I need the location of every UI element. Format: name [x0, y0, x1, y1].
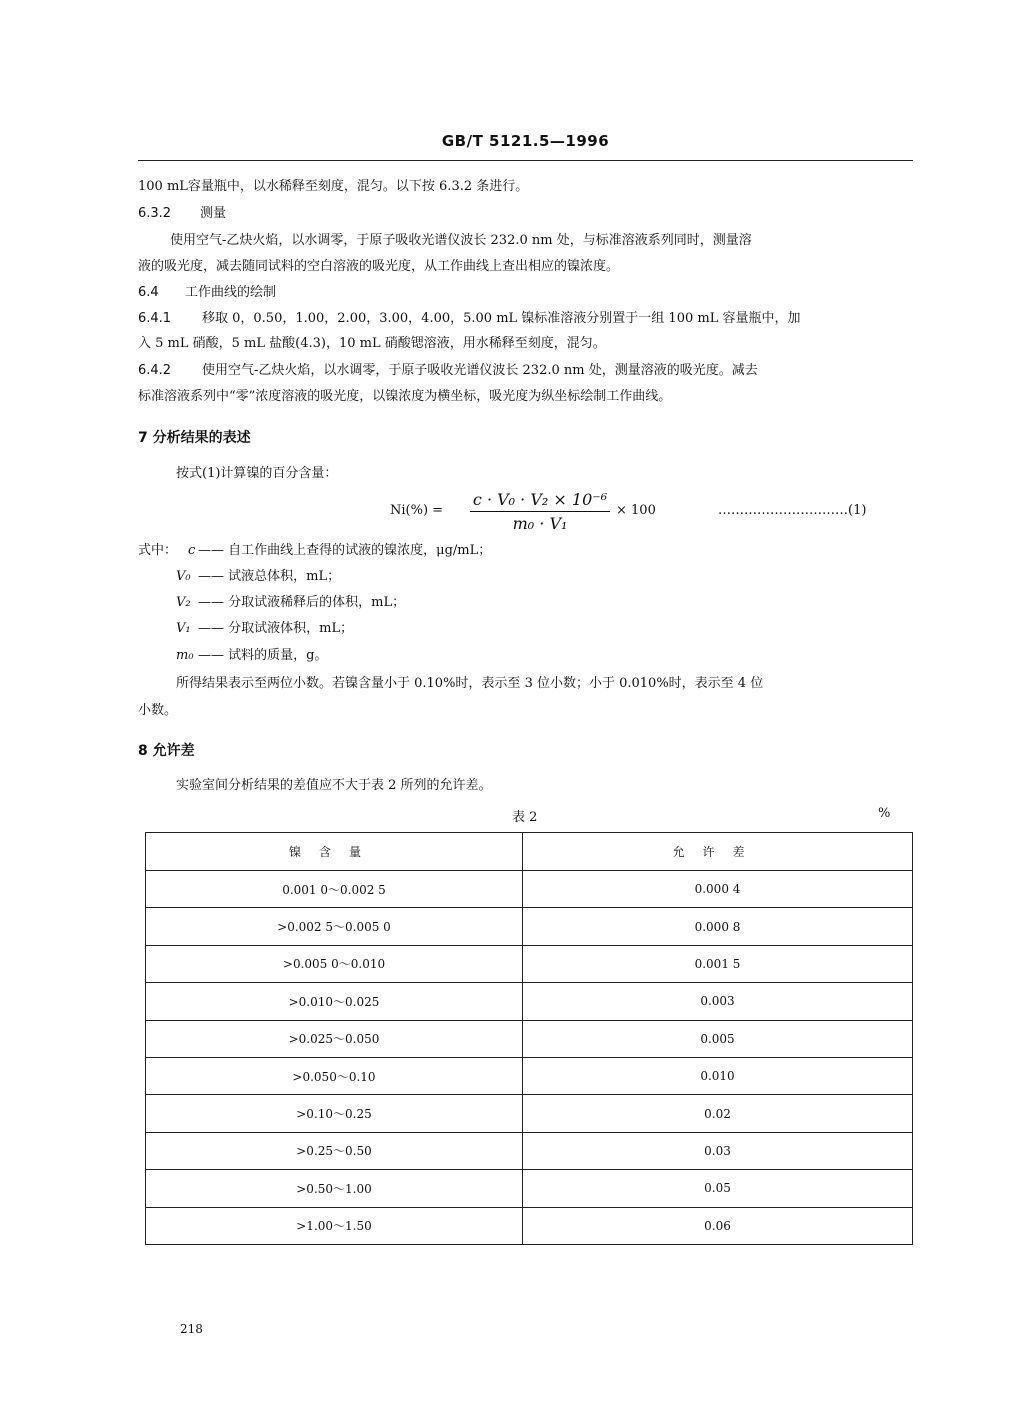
table-cell: 0.03: [523, 1132, 913, 1169]
table-cell: 0.05: [523, 1170, 913, 1207]
text-line: 小数。: [138, 703, 178, 718]
table-cell: 0.000 8: [523, 908, 913, 945]
def-text: —— 自工作曲线上查得的试液的镍浓度，μg/mL；: [198, 543, 492, 558]
def-text: —— 分取试液稀释后的体积，mL；: [198, 595, 406, 610]
table-cell: >0.010～0.025: [146, 983, 523, 1020]
def-text: —— 分取试液体积，mL；: [198, 621, 354, 636]
table-cell: 0.005: [523, 1020, 913, 1057]
table-row: [146, 983, 913, 1020]
table-cell: >1.00～1.50: [146, 1207, 523, 1244]
table-row: [146, 1170, 913, 1207]
page-number: 218: [180, 1322, 203, 1336]
section-heading-8: 8 允许差: [138, 743, 195, 759]
table-cell: 0.001 0～0.002 5: [146, 871, 523, 908]
section-number-6-4-1: 6.4.1: [138, 311, 172, 326]
def-symbol: V₀: [176, 569, 191, 584]
text-line: 使用空气-乙炔火焰，以水调零，于原子吸收光谱仪波长 232.0 nm 处，测量溶液的吸光度。减去: [202, 363, 758, 378]
table-row: [146, 1057, 913, 1094]
section-number-6-3-2: 6.3.2: [138, 206, 172, 221]
column-header-nickel-content: 镍含量: [146, 833, 523, 871]
table-cell: >0.25～0.50: [146, 1132, 523, 1169]
where-prefix: 式中：: [138, 543, 178, 558]
table-row: [146, 945, 913, 982]
formula-intro: 按式(1)计算镍的百分含量：: [176, 466, 338, 481]
text-line: 液的吸光度，减去随同试料的空白溶液的吸光度，从工作曲线上查出相应的镍浓度。: [138, 259, 620, 274]
formula-denominator: m₀ · V₁: [512, 514, 568, 533]
table-cell: >0.005 0～0.010: [146, 945, 523, 982]
text-line: 100 mL容量瓶中，以水稀释至刻度，混匀。以下按 6.3.2 条进行。: [138, 179, 529, 194]
section-title-6-3-2: 测量: [200, 206, 227, 221]
def-symbol: c: [188, 543, 196, 558]
table-cell: 0.003: [523, 983, 913, 1020]
table-row: [146, 1020, 913, 1057]
table-cell: >0.10～0.25: [146, 1095, 523, 1132]
header-rule: [138, 160, 913, 161]
text-line: 入 5 mL 硝酸，5 mL 盐酸(4.3)，10 mL 硝酸锶溶液，用水稀释至刻度，混匀。: [138, 336, 606, 351]
text-line: 使用空气-乙炔火焰，以水调零，于原子吸收光谱仪波长 232.0 nm 处，与标准溶液系列同时，测量溶: [170, 233, 752, 248]
table-cell: >0.50～1.00: [146, 1170, 523, 1207]
table-title: 表 2: [512, 810, 538, 825]
def-symbol: V₁: [176, 621, 191, 636]
section-number-6-4: 6.4: [138, 285, 159, 300]
table-row: [146, 871, 913, 908]
table-cell: >0.050～0.10: [146, 1057, 523, 1094]
def-symbol: m₀: [176, 648, 194, 663]
table-row: [146, 1207, 913, 1244]
table-cell: 0.010: [523, 1057, 913, 1094]
table-intro: 实验室间分析结果的差值应不大于表 2 所列的允许差。: [176, 778, 492, 793]
table-row: [146, 1095, 913, 1132]
text-line: 所得结果表示至两位小数。若镍含量小于 0.10%时，表示至 3 位小数；小于 0.010%时，表示至 4 位: [176, 676, 764, 691]
formula-lhs: Ni(%) =: [390, 503, 444, 518]
column-header-tolerance: 允许差: [523, 833, 913, 871]
table-cell: >0.025～0.050: [146, 1020, 523, 1057]
table-header-row: [146, 833, 913, 871]
section-number-6-4-2: 6.4.2: [138, 363, 172, 378]
table-cell: 0.06: [523, 1207, 913, 1244]
table-row: [146, 908, 913, 945]
table-unit: %: [878, 806, 891, 821]
text-line: 标准溶液系列中“零”浓度溶液的吸光度，以镍浓度为横坐标，吸光度为纵坐标绘制工作曲线。: [138, 389, 672, 404]
section-heading-7: 7 分析结果的表述: [138, 430, 251, 446]
fraction-bar: [470, 511, 610, 512]
def-text: —— 试液总体积，mL；: [198, 569, 341, 584]
def-symbol: V₂: [176, 595, 191, 610]
table-cell: 0.001 5: [523, 945, 913, 982]
text-line: 移取 0，0.50，1.00，2.00，3.00，4.00，5.00 mL 镍标准溶液分别置于一组 100 mL 容量瓶中，加: [202, 311, 801, 326]
table-cell: 0.000 4: [523, 871, 913, 908]
section-title-6-4: 工作曲线的绘制: [185, 285, 277, 300]
table-cell: 0.02: [523, 1095, 913, 1132]
table-cell: >0.002 5～0.005 0: [146, 908, 523, 945]
formula-numerator: c · V₀ · V₂ × 10⁻⁶: [472, 490, 608, 509]
equation-number: …………………………(1): [718, 503, 867, 518]
page-header-standard-number: GB/T 5121.5—1996: [441, 132, 610, 150]
table-row: [146, 1132, 913, 1169]
formula-multiplier: × 100: [616, 503, 656, 518]
def-text: —— 试料的质量，g。: [198, 648, 328, 663]
tolerance-table: [145, 832, 913, 1245]
